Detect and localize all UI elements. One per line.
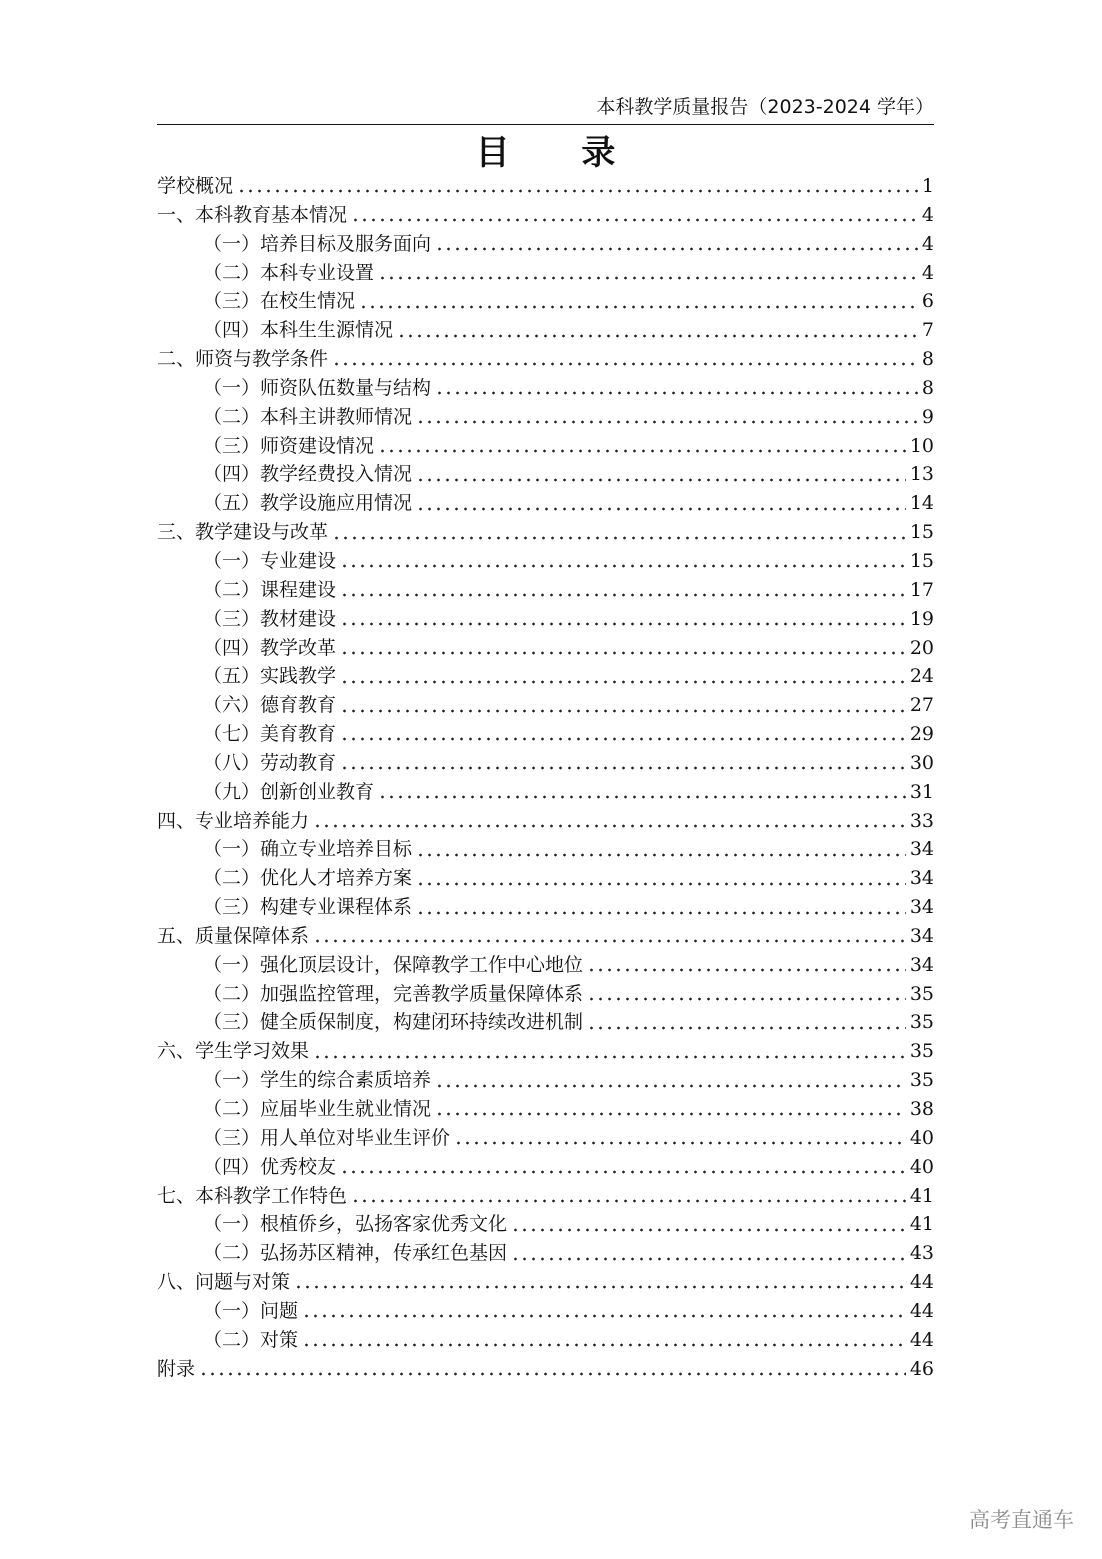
dot-leader <box>340 1169 906 1175</box>
page-header <box>157 94 934 125</box>
dot-leader <box>378 275 918 281</box>
toc-subentry[interactable] <box>157 547 934 576</box>
dot-leader <box>313 1054 906 1060</box>
dot-leader <box>454 1140 906 1146</box>
toc-subentry[interactable] <box>157 576 934 605</box>
toc-entry[interactable] <box>157 807 934 836</box>
toc-entry-label: （二）弘扬苏区精神，传承红色基因 <box>203 1242 508 1265</box>
dot-leader <box>435 1111 906 1117</box>
toc-list <box>157 172 934 1383</box>
toc-entry-page-number: 9 <box>921 405 934 428</box>
report-title: 本科教学质量报告（2023-2024 学年） <box>596 96 934 118</box>
dot-leader <box>340 563 906 569</box>
toc-entry-page-number: 34 <box>909 924 934 947</box>
toc-subentry[interactable] <box>157 1239 934 1268</box>
toc-entry-page-number: 46 <box>909 1357 934 1380</box>
toc-entry[interactable] <box>157 345 934 374</box>
toc-entry-page-number: 30 <box>909 751 934 774</box>
toc-entry-page-number: 35 <box>909 1011 934 1034</box>
toc-entry-page-number: 44 <box>909 1328 934 1351</box>
toc-entry-label: （三）健全质保制度，构建闭环持续改进机制 <box>203 1011 584 1034</box>
toc-subentry[interactable] <box>157 403 934 432</box>
dot-leader <box>351 217 918 223</box>
toc-subentry[interactable] <box>157 778 934 807</box>
toc-subentry[interactable] <box>157 1153 934 1182</box>
toc-entry-label: 附录 <box>157 1357 196 1380</box>
toc-entry-page-number: 38 <box>909 1098 934 1120</box>
toc-subentry[interactable] <box>157 691 934 720</box>
toc-entry-label: （一）问题 <box>203 1299 299 1322</box>
toc-entry-page-number: 33 <box>909 809 934 832</box>
toc-subentry[interactable] <box>157 230 934 259</box>
toc-entry-label: （三）师资建设情况 <box>203 434 375 457</box>
toc-entry-label: （一）专业建设 <box>203 549 337 572</box>
toc-entry-page-number: 19 <box>909 607 934 630</box>
toc-entry-label: 七、本科教学工作特色 <box>157 1184 348 1207</box>
toc-subentry[interactable] <box>157 864 934 893</box>
toc-subentry[interactable] <box>157 634 934 663</box>
toc-entry-label: （五）实践教学 <box>203 665 337 688</box>
toc-entry-page-number: 34 <box>909 838 934 861</box>
dot-leader <box>416 881 906 887</box>
toc-subentry[interactable] <box>157 1066 934 1095</box>
toc-subentry[interactable] <box>157 316 934 345</box>
toc-entry-label: （二）本科主讲教师情况 <box>203 405 413 428</box>
toc-entry-page-number: 15 <box>909 521 934 544</box>
toc-entry-label: （一）培养目标及服务面向 <box>203 232 432 255</box>
toc-entry-page-number: 44 <box>909 1299 934 1322</box>
dot-leader <box>397 333 918 339</box>
toc-entry-label: （一）根植侨乡，弘扬客家优秀文化 <box>203 1213 508 1236</box>
toc-subentry[interactable] <box>157 1210 934 1239</box>
toc-entry-page-number: 40 <box>909 1126 934 1149</box>
dot-leader <box>340 621 906 627</box>
dot-leader <box>378 794 906 800</box>
toc-subentry[interactable] <box>157 1326 934 1355</box>
dot-leader <box>302 1342 906 1348</box>
toc-entry-page-number: 40 <box>909 1155 934 1178</box>
dot-leader <box>313 823 906 829</box>
toc-subentry[interactable] <box>157 1297 934 1326</box>
toc-entry-label: （一）师资队伍数量与结构 <box>203 376 432 399</box>
toc-entry-label: （五）教学设施应用情况 <box>203 492 413 515</box>
toc-entry-page-number: 20 <box>909 636 934 659</box>
toc-subentry[interactable] <box>157 951 934 980</box>
toc-entry-label: （二）课程建设 <box>203 578 337 601</box>
dot-leader <box>435 390 918 396</box>
dot-leader <box>332 535 906 541</box>
dot-leader <box>511 1227 906 1233</box>
dot-leader <box>416 506 906 512</box>
toc-entry-label: （三）在校生情况 <box>203 290 356 313</box>
toc-subentry[interactable] <box>157 605 934 634</box>
toc-entry-label: （四）教学改革 <box>203 636 337 659</box>
toc-entry[interactable] <box>157 201 934 230</box>
dot-leader <box>587 996 906 1002</box>
toc-entry-page-number: 4 <box>921 261 934 284</box>
dot-leader <box>340 592 906 598</box>
toc-entry-label: （三）教材建设 <box>203 607 337 630</box>
toc-entry-label: （一）强化顶层设计，保障教学工作中心地位 <box>203 953 584 976</box>
toc-entry-label: （二）应届毕业生就业情况 <box>203 1098 432 1120</box>
toc-entry-page-number: 41 <box>909 1213 934 1236</box>
toc-entry-label: 二、师资与教学条件 <box>157 348 329 371</box>
toc-entry-page-number: 4 <box>921 203 934 226</box>
dot-leader <box>378 448 906 454</box>
toc-subentry[interactable] <box>157 835 934 864</box>
toc-entry-label: 学校概况 <box>157 175 234 197</box>
toc-entry-page-number: 44 <box>909 1271 934 1294</box>
toc-entry-label: （八）劳动教育 <box>203 751 337 774</box>
toc-subentry[interactable] <box>157 749 934 778</box>
dot-leader <box>435 1083 906 1089</box>
toc-entry[interactable] <box>157 1355 934 1384</box>
toc-subentry[interactable] <box>157 374 934 403</box>
dot-leader <box>416 477 906 483</box>
dot-leader <box>359 304 918 310</box>
toc-subentry[interactable] <box>157 1124 934 1153</box>
dot-leader <box>416 910 906 916</box>
dot-leader <box>340 736 906 742</box>
toc-entry-label: 八、问题与对策 <box>157 1271 291 1294</box>
toc-entry-page-number: 6 <box>921 290 934 313</box>
toc-entry[interactable] <box>157 172 934 201</box>
toc-entry-label: （二）优化人才培养方案 <box>203 867 413 890</box>
dot-leader <box>237 188 918 194</box>
dot-leader <box>340 650 906 656</box>
dot-leader <box>587 967 906 973</box>
toc-entry-page-number: 7 <box>921 319 934 342</box>
dot-leader <box>313 938 906 944</box>
toc-entry-label: 三、教学建设与改革 <box>157 521 329 544</box>
toc-entry-label: 一、本科教育基本情况 <box>157 203 348 226</box>
toc-entry-page-number: 10 <box>909 434 934 457</box>
dot-leader <box>340 765 906 771</box>
dot-leader <box>416 419 918 425</box>
toc-subentry[interactable] <box>157 460 934 489</box>
toc-entry-page-number: 13 <box>909 463 934 486</box>
toc-entry-label: （三）用人单位对毕业生评价 <box>203 1126 451 1149</box>
toc-entry-page-number: 8 <box>921 376 934 399</box>
toc-subentry[interactable] <box>157 980 934 1009</box>
toc-entry[interactable] <box>157 518 934 547</box>
toc-subentry[interactable] <box>157 259 934 288</box>
toc-subentry[interactable] <box>157 432 934 461</box>
toc-entry-page-number: 34 <box>909 896 934 919</box>
toc-entry-label: （一）学生的综合素质培养 <box>203 1069 432 1092</box>
toc-subentry[interactable] <box>157 893 934 922</box>
toc-entry-label: 六、学生学习效果 <box>157 1040 310 1063</box>
toc-entry-label: （二）本科专业设置 <box>203 261 375 284</box>
dot-leader <box>340 679 906 685</box>
dot-leader <box>435 246 918 252</box>
dot-leader <box>511 1256 906 1262</box>
toc-entry-label: （二）加强监控管理，完善教学质量保障体系 <box>203 982 584 1005</box>
dot-leader <box>340 708 906 714</box>
toc-entry[interactable] <box>157 922 934 951</box>
toc-subentry[interactable] <box>157 1008 934 1037</box>
toc-entry-page-number: 8 <box>921 348 934 371</box>
toc-entry[interactable] <box>157 1182 934 1211</box>
toc-entry-page-number: 34 <box>909 953 934 976</box>
toc-entry-page-number: 29 <box>909 723 934 746</box>
toc-entry-page-number: 27 <box>909 694 934 717</box>
toc-entry-page-number: 41 <box>909 1184 934 1207</box>
toc-subentry[interactable] <box>157 287 934 316</box>
toc-entry-page-number: 35 <box>909 1069 934 1092</box>
toc-entry-page-number: 34 <box>909 867 934 890</box>
dot-leader <box>199 1371 906 1377</box>
toc-subentry[interactable] <box>157 1095 934 1124</box>
toc-entry-page-number: 24 <box>909 665 934 688</box>
dot-leader <box>587 1025 906 1031</box>
toc-entry-page-number: 43 <box>909 1242 934 1265</box>
toc-entry-label: 五、质量保障体系 <box>157 924 310 947</box>
toc-entry-label: （二）对策 <box>203 1328 299 1351</box>
toc-entry-page-number: 35 <box>909 1040 934 1063</box>
toc-entry-label: （三）构建专业课程体系 <box>203 896 413 919</box>
toc-entry-label: （九）创新创业教育 <box>203 780 375 803</box>
watermark: 高考直通车 <box>969 1508 1074 1532</box>
dot-leader <box>302 1313 906 1319</box>
toc-entry-label: （四）教学经费投入情况 <box>203 463 413 486</box>
toc-entry-page-number: 14 <box>909 492 934 515</box>
toc-entry[interactable] <box>157 1037 934 1066</box>
toc-title: 目 录 <box>475 133 646 173</box>
toc-entry-label: （六）德育教育 <box>203 694 337 717</box>
toc-entry-page-number: 35 <box>909 982 934 1005</box>
toc-entry-label: （七）美育教育 <box>203 723 337 746</box>
toc-subentry[interactable] <box>157 489 934 518</box>
dot-leader <box>294 1284 906 1290</box>
toc-entry[interactable] <box>157 1268 934 1297</box>
toc-entry-page-number: 1 <box>921 175 934 197</box>
toc-subentry[interactable] <box>157 720 934 749</box>
toc-entry-page-number: 17 <box>909 578 934 601</box>
toc-entry-page-number: 15 <box>909 549 934 572</box>
dot-leader <box>351 1198 906 1204</box>
toc-entry-page-number: 31 <box>909 780 934 803</box>
toc-subentry[interactable] <box>157 662 934 691</box>
toc-entry-label: （一）确立专业培养目标 <box>203 838 413 861</box>
toc-entry-label: （四）优秀校友 <box>203 1155 337 1178</box>
dot-leader <box>416 852 906 858</box>
toc-entry-label: （四）本科生生源情况 <box>203 319 394 342</box>
toc-entry-page-number: 4 <box>921 232 934 255</box>
dot-leader <box>332 361 918 367</box>
toc-entry-label: 四、专业培养能力 <box>157 809 310 832</box>
